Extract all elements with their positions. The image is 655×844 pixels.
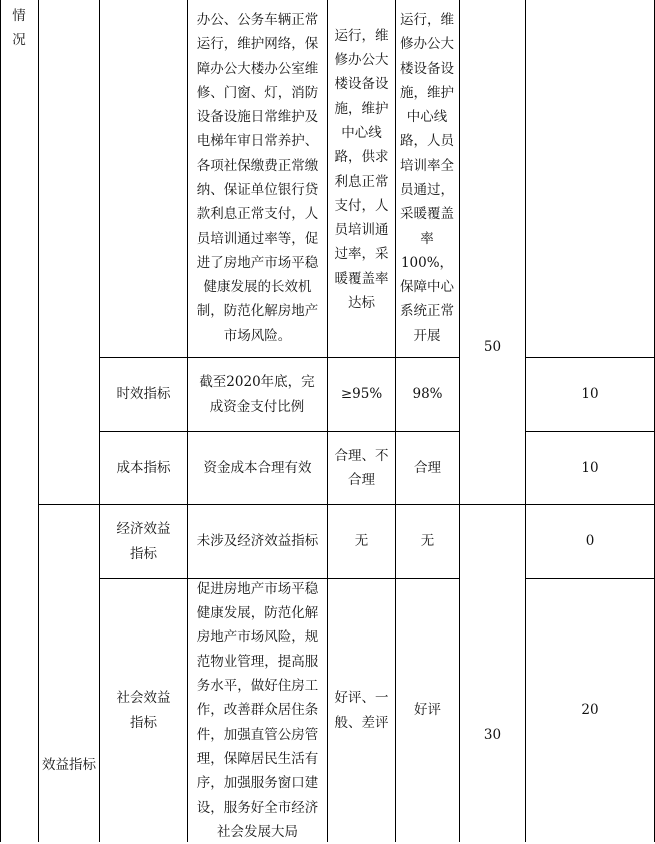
output-group-score: 50 — [483, 338, 502, 355]
timeliness-target: ≥95% — [340, 386, 383, 403]
grid-line — [38, 0, 39, 842]
timeliness-actual: 98% — [412, 386, 443, 403]
benefit-group-score: 30 — [483, 726, 502, 743]
cost-name: 成本指标 — [116, 459, 171, 476]
social-name: 社会效益指标 — [116, 690, 171, 731]
economic-description: 未涉及经济效益指标 — [196, 533, 319, 550]
social-score: 20 — [581, 702, 599, 719]
social-description: 促进房地产市场平稳健康发展，防范化解房地产市场风险，规范物业管理，提高服务水平，做好住房工作，改善群众居住条件，加强直管公房管理，保障居民生活有序，加强服务窗口建设，服务好全市经济社会发展大局 — [196, 580, 319, 840]
economic-name: 经济效益指标 — [116, 521, 171, 562]
social-target: 好评、一般、差评 — [334, 690, 389, 731]
cost-score: 10 — [581, 459, 599, 476]
section-label-text: 情况 — [12, 8, 26, 48]
economic-target: 无 — [354, 533, 369, 550]
cost-actual: 合理 — [414, 459, 441, 476]
grid-line — [0, 0, 1, 842]
quality-actual: 运行，维修办公大楼设备设施，维护中心线路，人员培训率全员通过，采暖覆盖率100%，保障中心系统正常开展 — [400, 11, 454, 344]
benefit-group-label: 效益指标 — [42, 756, 96, 773]
grid-line — [459, 0, 460, 842]
timeliness-name: 时效指标 — [116, 386, 171, 403]
economic-actual: 无 — [420, 533, 435, 550]
economic-score: 0 — [585, 533, 595, 550]
cost-target: 合理、不合理 — [334, 447, 389, 488]
cost-description: 资金成本合理有效 — [203, 459, 312, 476]
timeliness-description: 截至2020年底，完成资金支付比例 — [199, 374, 315, 415]
quality-description: 办公、公务车辆正常运行，维护网络，保障办公大楼办公室维修、门窗、灯，消防设备设施日常维护及电梯年审日常养护、各项社保缴费正常缴纳、保证单位银行贷款利息正常支付，人员培训通过率等，促进了房地产市场平稳健康发展的长效机制，防范化解房地产市场风险。 — [196, 11, 319, 344]
social-actual: 好评 — [414, 702, 441, 719]
section-label — [4, 4, 34, 52]
quality-target: 运行，维修办公大楼设备设施，维护中心线路，供求利息正常支付，人员培训通过率，采暖覆盖率达标 — [334, 27, 389, 311]
grid-line — [187, 0, 188, 842]
timeliness-score: 10 — [581, 386, 599, 403]
